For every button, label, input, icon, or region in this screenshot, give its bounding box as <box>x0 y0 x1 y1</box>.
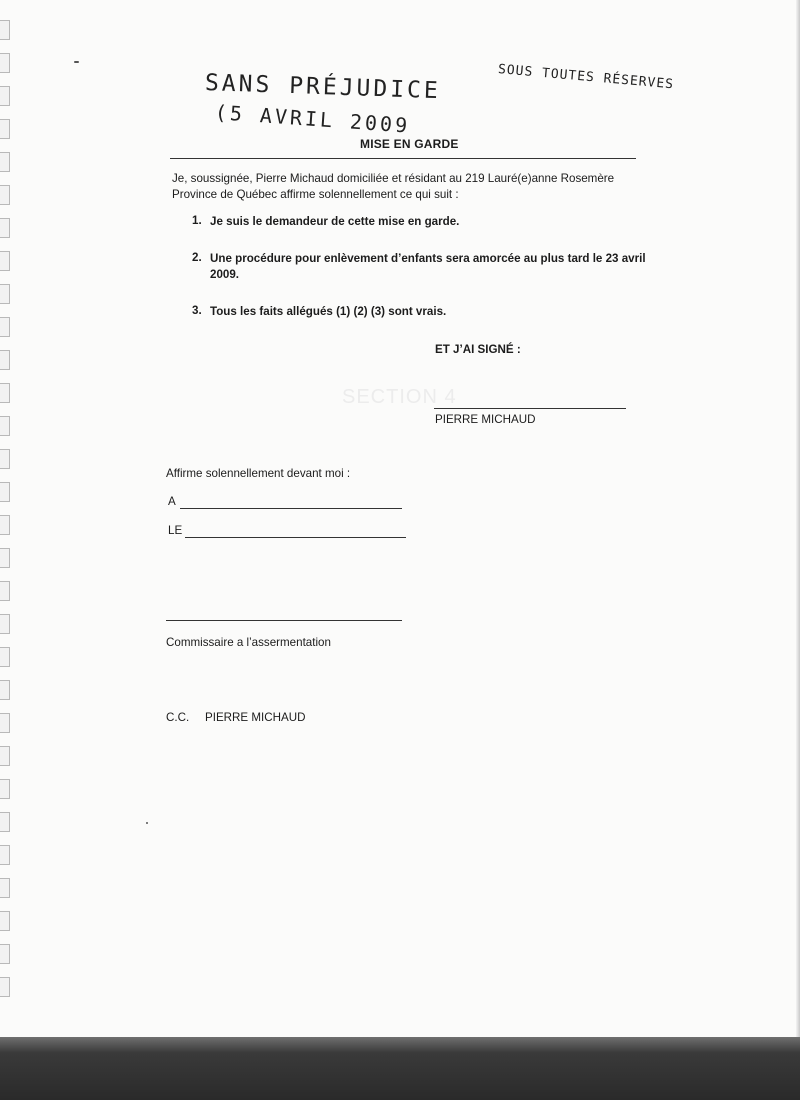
date-line <box>185 537 406 538</box>
binding-hole <box>0 746 10 766</box>
binding-hole <box>0 185 10 205</box>
item-1-number: 1. <box>192 214 202 227</box>
signer-name: PIERRE MICHAUD <box>435 413 536 426</box>
document-title: MISE EN GARDE <box>360 137 459 151</box>
binding-hole <box>0 548 10 568</box>
cc-label: C.C. <box>166 711 190 724</box>
binding-hole <box>0 713 10 733</box>
binding-hole <box>0 416 10 436</box>
handwritten-sans-prejudice: SANS PRÉJUDICE <box>204 70 442 105</box>
handwritten-date: (5 AVRIL 2009 <box>214 100 411 138</box>
commissioner-label: Commissaire a l’assermentation <box>166 636 331 649</box>
binding-hole <box>0 515 10 535</box>
page-edge-shadow <box>796 0 800 1040</box>
date-label: LE <box>168 524 183 537</box>
binding-hole <box>0 647 10 667</box>
speck-mark <box>74 61 79 63</box>
faint-bleed-section: SECTION 4 <box>342 386 457 408</box>
binding-hole <box>0 284 10 304</box>
binding-hole <box>0 680 10 700</box>
binding-hole <box>0 878 10 898</box>
binding-hole <box>0 482 10 502</box>
binding-hole <box>0 251 10 271</box>
binding-hole <box>0 845 10 865</box>
place-label: A <box>168 495 176 508</box>
commissioner-signature-line <box>166 620 402 621</box>
binding-hole <box>0 614 10 634</box>
intro-line-1: Je, soussignée, Pierre Michaud domiciliée et résidant au 219 Lauré(e)anne Rosemère <box>172 172 615 185</box>
binding-hole <box>0 449 10 469</box>
speck-mark <box>146 822 148 824</box>
cc-name: PIERRE MICHAUD <box>205 711 306 724</box>
intro-line-2: Province de Québec affirme solennellement ce qui suit : <box>172 188 459 201</box>
item-1-text: Je suis le demandeur de cette mise en garde. <box>210 215 460 228</box>
binding-hole <box>0 944 10 964</box>
place-line <box>180 508 402 509</box>
binding-hole <box>0 86 10 106</box>
binding-hole <box>0 812 10 832</box>
affirm-label: Affirme solennellement devant moi : <box>166 467 351 480</box>
binding-hole <box>0 350 10 370</box>
binding-hole <box>0 977 10 997</box>
signed-label: ET J’AI SIGNÉ : <box>435 343 521 356</box>
binding-hole <box>0 317 10 337</box>
title-underline <box>170 158 636 159</box>
binding-hole <box>0 20 10 40</box>
binding-hole <box>0 152 10 172</box>
signature-line <box>434 408 626 409</box>
binding-hole <box>0 383 10 403</box>
item-3-number: 3. <box>192 304 202 317</box>
scanner-edge-shadow <box>0 1037 800 1100</box>
item-2-number: 2. <box>192 251 202 264</box>
binding-hole <box>0 779 10 799</box>
binding-hole <box>0 119 10 139</box>
item-2-text: Une procédure pour enlèvement d’enfants sera amorcée au plus tard le 23 avril <box>210 252 646 265</box>
item-3-text: Tous les faits allégués (1) (2) (3) sont vrais. <box>210 305 447 318</box>
binding-hole <box>0 581 10 601</box>
binding-hole <box>0 218 10 238</box>
item-2-text-cont: 2009. <box>210 268 240 281</box>
binding-hole <box>0 53 10 73</box>
binding-holes <box>0 20 14 1020</box>
handwritten-sous-toutes-reserves: SOUS TOUTES RÉSERVES <box>497 62 675 93</box>
binding-hole <box>0 911 10 931</box>
